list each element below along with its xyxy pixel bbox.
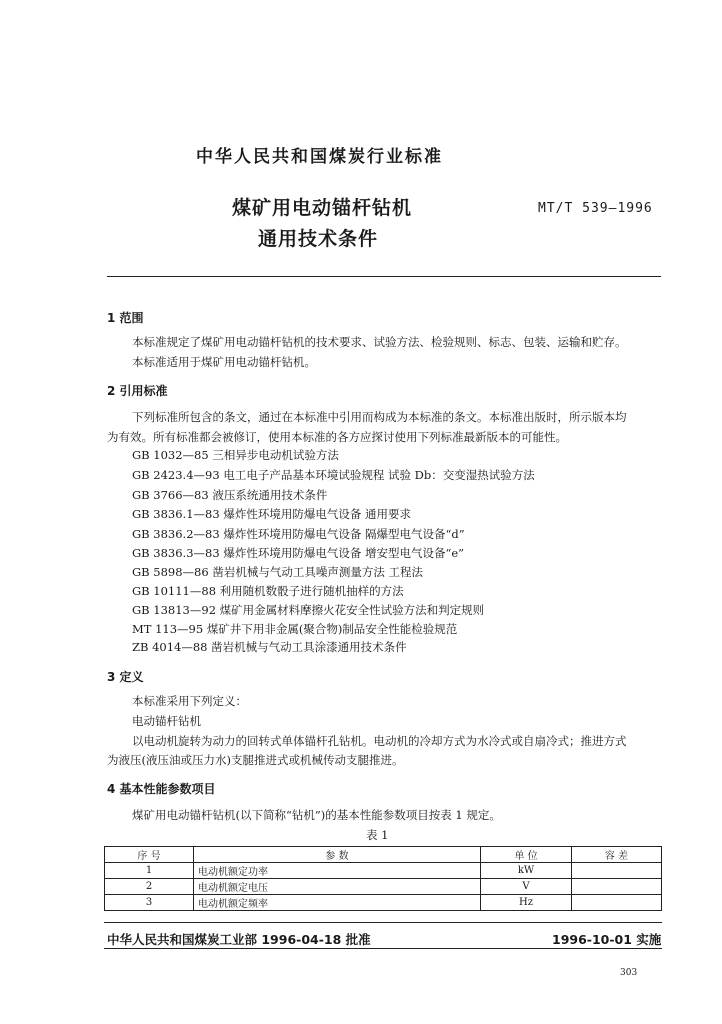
footer-rule — [104, 922, 662, 923]
table-caption: 表 1 — [366, 828, 389, 842]
table-cell: V — [481, 879, 572, 895]
table-cell: kW — [481, 863, 572, 879]
table-row — [105, 863, 662, 879]
section-1-paragraph-1: 本标准规定了煤矿用电动锚杆钻机的技术要求、试验方法、检验规则、标志、包装、运输和贮存。 — [132, 335, 627, 349]
section-2-heading: 2 引用标准 — [107, 384, 168, 398]
table-cell: Hz — [481, 895, 572, 911]
header-rule — [107, 276, 661, 277]
standard-code: MT/T 539—1996 — [538, 201, 653, 216]
table-header-row — [105, 847, 662, 863]
table-cell: 2 — [105, 879, 194, 895]
table-cell — [572, 863, 662, 879]
reference-item: MT 113—95 煤矿井下用非金属(聚合物)制品安全性能检验规范 — [132, 622, 458, 636]
section-4-paragraph-1: 煤矿用电动锚杆钻机(以下简称“钻机”)的基本性能参数项目按表 1 规定。 — [132, 808, 501, 822]
table-cell — [572, 895, 662, 911]
reference-item: GB 1032—85 三相异步电动机试验方法 — [132, 448, 339, 462]
reference-item: ZB 4014—88 凿岩机械与气动工具涂漆通用技术条件 — [132, 640, 407, 654]
table-cell: 1 — [105, 863, 194, 879]
approval-line: 中华人民共和国煤炭工业部 1996-04-18 批准 — [107, 932, 371, 947]
reference-item: GB 2423.4—93 电工电子产品基本环境试验规程 试验 Db：交变湿热试验方法 — [132, 468, 535, 482]
footer-bottom-rule — [104, 948, 662, 949]
reference-item: GB 5898—86 凿岩机械与气动工具噪声测量方法 工程法 — [132, 565, 424, 579]
reference-item: GB 3836.2—83 爆炸性环境用防爆电气设备 隔爆型电气设备“d” — [132, 527, 465, 541]
table-row — [105, 879, 662, 895]
section-2-intro-line2: 为有效。所有标准都会被修订，使用本标准的各方应探讨使用下列标准最新版本的可能性。 — [107, 430, 567, 444]
table-cell: 电动机额定功率 — [194, 863, 481, 879]
reference-item: GB 3836.1—83 爆炸性环境用防爆电气设备 通用要求 — [132, 507, 411, 521]
section-2-intro-line1: 下列标准所包含的条文，通过在本标准中引用而构成为本标准的条文。本标准出版时，所示版本均 — [132, 410, 627, 424]
table-header-cell: 参 数 — [194, 847, 481, 863]
page-number: 303 — [620, 968, 638, 978]
reference-item: GB 3836.3—83 爆炸性环境用防爆电气设备 增安型电气设备“e” — [132, 546, 465, 560]
table-cell: 3 — [105, 895, 194, 911]
reference-item: GB 3766—83 液压系统通用技术条件 — [132, 488, 328, 502]
reference-item: GB 10111—88 利用随机数骰子进行随机抽样的方法 — [132, 584, 404, 598]
implementation-date: 1996-10-01 实施 — [552, 932, 662, 947]
table-cell — [572, 879, 662, 895]
section-3-heading: 3 定义 — [107, 670, 144, 684]
definition-line1: 以电动机旋转为动力的回转式单体锚杆孔钻机。电动机的冷却方式为水冷式或自扇冷式；推进方式 — [132, 734, 627, 748]
table-header-cell: 序 号 — [105, 847, 194, 863]
section-3-paragraph-1: 本标准采用下列定义： — [132, 694, 247, 708]
section-1-paragraph-2: 本标准适用于煤矿用电动锚杆钻机。 — [132, 355, 316, 369]
table-header-cell: 单 位 — [481, 847, 572, 863]
document-title-line1: 煤矿用电动锚杆钻机 — [232, 197, 413, 219]
definition-line2: 为液压(液压油或压力水)支腿推进式或机械传动支腿推进。 — [107, 753, 404, 767]
table-cell: 电动机额定电压 — [194, 879, 481, 895]
reference-item: GB 13813—92 煤矿用金属材料摩擦火花安全性试验方法和判定规则 — [132, 603, 485, 617]
table-row — [105, 895, 662, 911]
table-cell: 电动机额定频率 — [194, 895, 481, 911]
table-header-cell: 容 差 — [572, 847, 662, 863]
parameter-table — [104, 846, 662, 911]
section-1-heading: 1 范围 — [107, 311, 144, 325]
document-title-line2: 通用技术条件 — [258, 228, 379, 250]
issuing-body: 中华人民共和国煤炭行业标准 — [196, 147, 443, 167]
section-4-heading: 4 基本性能参数项目 — [107, 782, 216, 796]
defined-term: 电动锚杆钻机 — [132, 714, 201, 728]
